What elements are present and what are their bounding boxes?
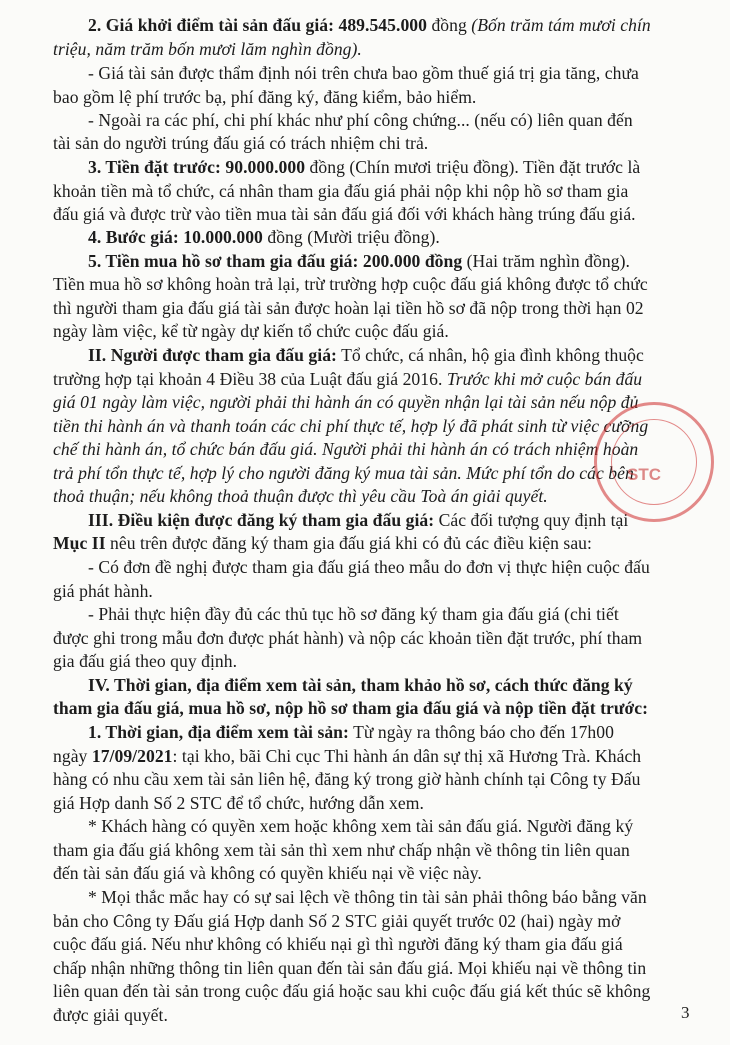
text-line: hàng có nhu cầu xem tài sản liên hệ, đăng ký trong giờ hành chính tại Công ty Đấu [53, 769, 641, 789]
text-line: tham gia đấu giá không xem tài sản thì xem như chấp nhận về thông tin liên quan [53, 840, 630, 860]
text-line: trả phí tổn thực tế, hợp lý cho người đăng ký mua tài sản. Mức phí tổn do các bên [53, 463, 634, 483]
deposit-line: 3. Tiền đặt trước: 90.000.000 đồng (Chín mươi triệu đồng). Tiền đặt trước là [88, 157, 641, 177]
text-line: thì người tham gia đấu giá tài sản được hoàn lại tiền hồ sơ đã nộp trong thời hạn 02 [53, 298, 644, 318]
text-line: * Khách hàng có quyền xem hoặc không xem tài sản đấu giá. Người đăng ký [88, 816, 634, 836]
price-start-line: 2. Giá khởi điểm tài sản đấu giá: 489.545.000 đồng (Bốn trăm tám mươi chín [88, 15, 651, 35]
text-line: bản cho Công ty Đấu giá Hợp danh Số 2 STC giải quyết trước 02 (hai) ngày mở [53, 911, 621, 931]
section-ii-heading: II. Người được tham gia đấu giá: Tổ chức, cá nhân, hộ gia đình không thuộc [88, 345, 644, 365]
page-number: 3 [681, 1003, 690, 1022]
text-line: chế thi hành án, tổ chức bán đấu giá. Người phải thi hành án có trách nhiệm hoàn [53, 439, 639, 459]
text-line: Mục II nêu trên được đăng ký tham gia đấu giá khi có đủ các điều kiện sau: [53, 533, 592, 553]
section-iii-heading: III. Điều kiện được đăng ký tham gia đấu giá: Các đối tượng quy định tại [88, 510, 629, 530]
text-line: gia đấu giá theo quy định. [53, 651, 238, 671]
seal-inner-ring [611, 419, 697, 505]
text-line: ngày 17/09/2021: tại kho, bãi Chi cục Thi hành án dân sự thị xã Hương Trà. Khách [53, 746, 642, 766]
text-line: đến tài sản đấu giá và không có quyền khiếu nại về việc này. [53, 863, 482, 883]
text-line: trường hợp tại khoản 4 Điều 38 của Luật đấu giá 2016. Trước khi mở cuộc bán đấu [53, 369, 643, 389]
text-line: - Giá tài sản được thẩm định nói trên chưa bao gồm thuế giá trị gia tăng, chưa [88, 63, 639, 83]
text-line: chấp nhận những thông tin liên quan đến tài sản đấu giá. Mọi khiếu nại về thông tin [53, 958, 647, 978]
text-line: khoản tiền mà tổ chức, cá nhân tham gia đấu giá phải nộp khi nộp hồ sơ tham gia [53, 181, 629, 201]
price-start-words: triệu, năm trăm bốn mươi lăm nghìn đồng). [53, 39, 362, 59]
text-line: - Phải thực hiện đầy đủ các thủ tục hồ sơ đăng ký tham gia đấu giá (chi tiết [88, 604, 619, 624]
text-line: bao gồm lệ phí trước bạ, phí đăng ký, đăng kiểm, bảo hiểm. [53, 87, 477, 107]
text-line: được giải quyết. [53, 1005, 168, 1025]
text-line: cuộc đấu giá. Nếu như không có khiếu nại gì thì người đăng ký tham gia đấu giá [53, 934, 623, 954]
text-line: tài sản do người trúng đấu giá có trách nhiệm chi trả. [53, 133, 429, 153]
text-line: liên quan đến tài sản trong cuộc đấu giá hoặc sau khi cuộc đấu giá kết thúc sẽ không [53, 981, 651, 1001]
text-line: giá phát hành. [53, 581, 153, 601]
section-iv-heading-cont: tham gia đấu giá, mua hồ sơ, nộp hồ sơ tham gia đấu giá và nộp tiền đặt trước: [53, 698, 649, 718]
section-iv-heading: IV. Thời gian, địa điểm xem tài sản, tham khảo hồ sơ, cách thức đăng ký [88, 675, 633, 695]
seal-text: STC [627, 465, 661, 484]
viewing-time-line: 1. Thời gian, địa điểm xem tài sản: Từ ngày ra thông báo cho đến 17h00 [88, 722, 614, 742]
text-line: - Ngoài ra các phí, chi phí khác như phí công chứng... (nếu có) liên quan đến [88, 110, 633, 130]
text-line: tiền thi hành án và thanh toán các chi phí thực tế, hợp lý đã phát sinh từ việc cưỡng [53, 416, 649, 436]
text-line: giá Hợp danh Số 2 STC để tổ chức, hướng dẫn xem. [53, 793, 424, 813]
company-seal-stamp [594, 402, 714, 522]
text-line: * Mọi thắc mắc hay có sự sai lệch về thông tin tài sản phải thông báo bằng văn [88, 887, 647, 907]
text-line: Tiền mua hồ sơ không hoàn trả lại, trừ trường hợp cuộc đấu giá không được tổ chức [53, 274, 648, 294]
dossier-fee-line: 5. Tiền mua hồ sơ tham gia đấu giá: 200.000 đồng (Hai trăm nghìn đồng). [88, 251, 630, 271]
text-line: được ghi trong mẫu đơn được phát hành) và nộp các khoản tiền đặt trước, phí tham [53, 628, 643, 648]
text-line: ngày làm việc, kể từ ngày dự kiến tổ chức cuộc đấu giá. [53, 321, 449, 341]
text-line: đấu giá và được trừ vào tiền mua tài sản đấu giá đối với khách hàng trúng đấu giá. [53, 204, 636, 224]
text-line: thoả thuận; nếu không thoả thuận được thì yêu cầu Toà án giải quyết. [53, 486, 548, 506]
bid-step-line: 4. Bước giá: 10.000.000 đồng (Mười triệu đồng). [88, 227, 440, 247]
text-line: giá 01 ngày làm việc, người phải thi hành án có quyền nhận lại tài sản nếu nộp đủ [53, 392, 639, 412]
text-line: - Có đơn đề nghị được tham gia đấu giá theo mẫu do đơn vị thực hiện cuộc đấu [88, 557, 650, 577]
